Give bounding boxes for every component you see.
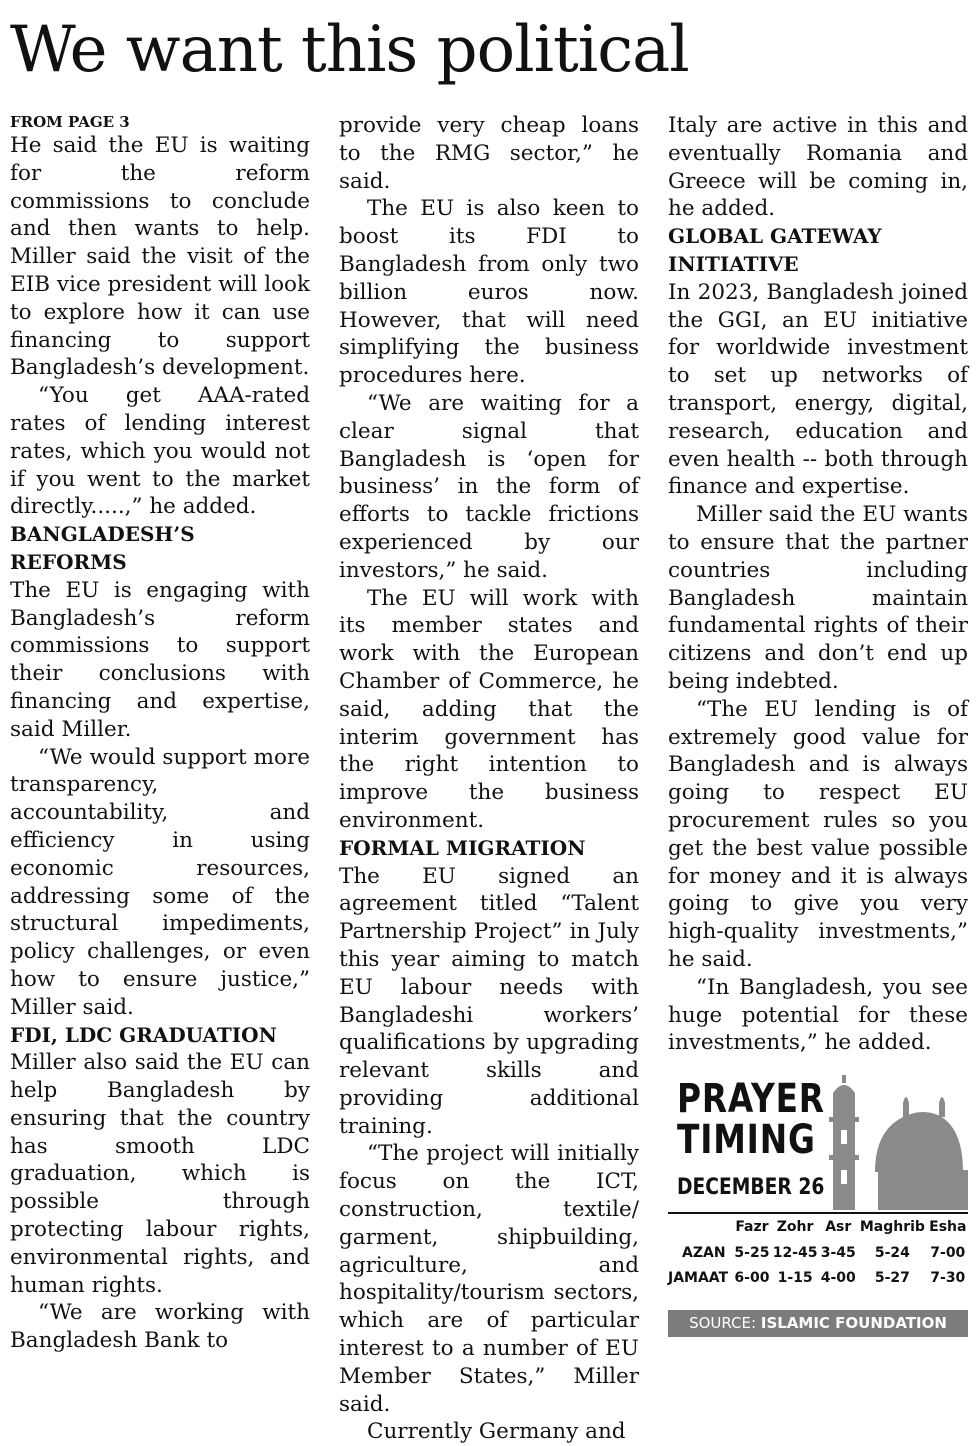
row-label: JAMAAT <box>668 1269 729 1286</box>
paragraph: The EU is engaging with Bangladesh’s reform commissions to support their conclusions with financing and expertise, said Miller. <box>10 577 310 742</box>
prayer-timing-box <box>668 1075 968 1340</box>
paragraph: The EU is also keen to boost its FDI to Bangladesh from only two billion euros now. However, that will need simplifying the business procedures here. <box>339 196 639 389</box>
col-header: Esha <box>929 1219 967 1235</box>
subheading-formal-migration: FORMAL MIGRATION <box>339 835 586 860</box>
time-cell: 1-15 <box>777 1269 813 1286</box>
table-row <box>668 1265 968 1290</box>
paragraph: provide very cheap loans to the RMG sector,” he said. <box>339 113 639 194</box>
col-header: Fazr <box>735 1219 769 1235</box>
prayer-table <box>668 1212 968 1290</box>
col-header: Maghrib <box>859 1219 925 1235</box>
time-cell: 5-27 <box>874 1269 910 1286</box>
time-cell: 4-00 <box>820 1269 856 1286</box>
subheading-fdi-ldc: FDI, LDC GRADUATION <box>10 1022 277 1047</box>
paragraph: “We would support more transparency, accountability, and efficiency in using economic resources, addressing some of the structural impediments, policy challenges, or even how to ensure justice,” Miller said. <box>10 744 310 1020</box>
source-bar <box>668 1310 968 1337</box>
time-cell: 12-45 <box>772 1244 818 1261</box>
time-cell: 5-25 <box>734 1244 770 1261</box>
time-cell: 7-30 <box>930 1269 966 1286</box>
time-cell: 6-00 <box>734 1269 770 1286</box>
mosque-icon <box>823 1075 968 1210</box>
paragraph: “We are waiting for a clear signal that Bangladesh is ‘open for business’ in the form of efforts to tackle frictions experienced by our investors,” he said. <box>339 390 639 583</box>
paragraph: Miller also said the EU can help Bangladesh by ensuring that the country has smooth LDC graduation, which is possible through protecting labour rights, environmental rights, and human rights. <box>10 1050 310 1298</box>
paragraph: Currently Germany and <box>367 1419 626 1445</box>
time-cell: 7-00 <box>930 1244 966 1261</box>
prayer-title <box>677 1076 825 1163</box>
paragraph: “You get AAA-rated rates of lending interest rates, which you would not if you went to the market directly.....,” he added. <box>10 383 310 520</box>
paragraph: He said the EU is waiting for the reform commissions to conclude and then wants to help. Miller said the visit of the EIB vice president will look to explore how it can use financing to support Bangladesh’s development. <box>10 133 310 381</box>
time-cell: 3-45 <box>820 1244 856 1261</box>
paragraph: “The EU lending is of extremely good value for Bangladesh and is always going to respect EU procurement rules so you get the best value possible for money and it is always going to give you very high-quality investments,” he said. <box>668 696 968 972</box>
paragraph: “In Bangladesh, you see huge potential for these investments,” he added. <box>668 974 968 1056</box>
table-row <box>668 1240 968 1265</box>
article-column-2 <box>339 112 639 1446</box>
subheading-bangladesh-reforms: BANGLADESH’S REFORMS <box>10 522 195 574</box>
row-label: AZAN <box>682 1244 726 1261</box>
source-name: ISLAMIC FOUNDATION <box>760 1314 947 1332</box>
paragraph: In 2023, Bangladesh joined the GGI, an EU initiative for worldwide investment to set up networks of transport, energy, digital, research, education and even health -- both through finance and expertise. <box>668 279 968 500</box>
prayer-title-line2: TIMING <box>677 1117 816 1163</box>
paragraph: Miller said the EU wants to ensure that the partner countries including Bangladesh maintain fundamental rights of their citizens and don’t end up being indebted. <box>668 502 968 694</box>
article-column-3 <box>668 112 968 1057</box>
paragraph: The EU will work with its member states and work with the European Chamber of Commerce, he said, adding that the interim government has the right intention to improve the business environment. <box>339 585 639 833</box>
paragraph: The EU signed an agreement titled “Talent Partnership Project” in July this year aiming to match EU labour needs with Bangladeshi workers’ qualifications by upgrading relevant skills and providing additional training. <box>339 863 639 1139</box>
from-page-label: FROM PAGE 3 <box>10 113 130 131</box>
prayer-title-line1: PRAYER <box>677 1076 825 1122</box>
source-label: SOURCE: <box>689 1314 757 1332</box>
col-header: Zohr <box>776 1219 814 1235</box>
col-header: Asr <box>825 1219 852 1235</box>
prayer-table-header <box>668 1213 968 1240</box>
subheading-global-gateway: GLOBAL GATEWAY INITIATIVE <box>668 224 882 276</box>
article-column-1 <box>10 112 310 1355</box>
time-cell: 5-24 <box>874 1244 910 1261</box>
prayer-date: DECEMBER 26 <box>677 1175 825 1200</box>
headline: We want this political <box>10 13 689 87</box>
paragraph: “We are working with Bangladesh Bank to <box>10 1300 310 1354</box>
paragraph: Italy are active in this and eventually Romania and Greece will be coming in, he added. <box>668 113 968 222</box>
paragraph: “The project will initially focus on the ICT, construction, textile/ garment, shipbuilding, agriculture, and hospitality/tourism sectors, which are of particular interest to a number of EU Member States,” Miller said. <box>339 1141 639 1417</box>
